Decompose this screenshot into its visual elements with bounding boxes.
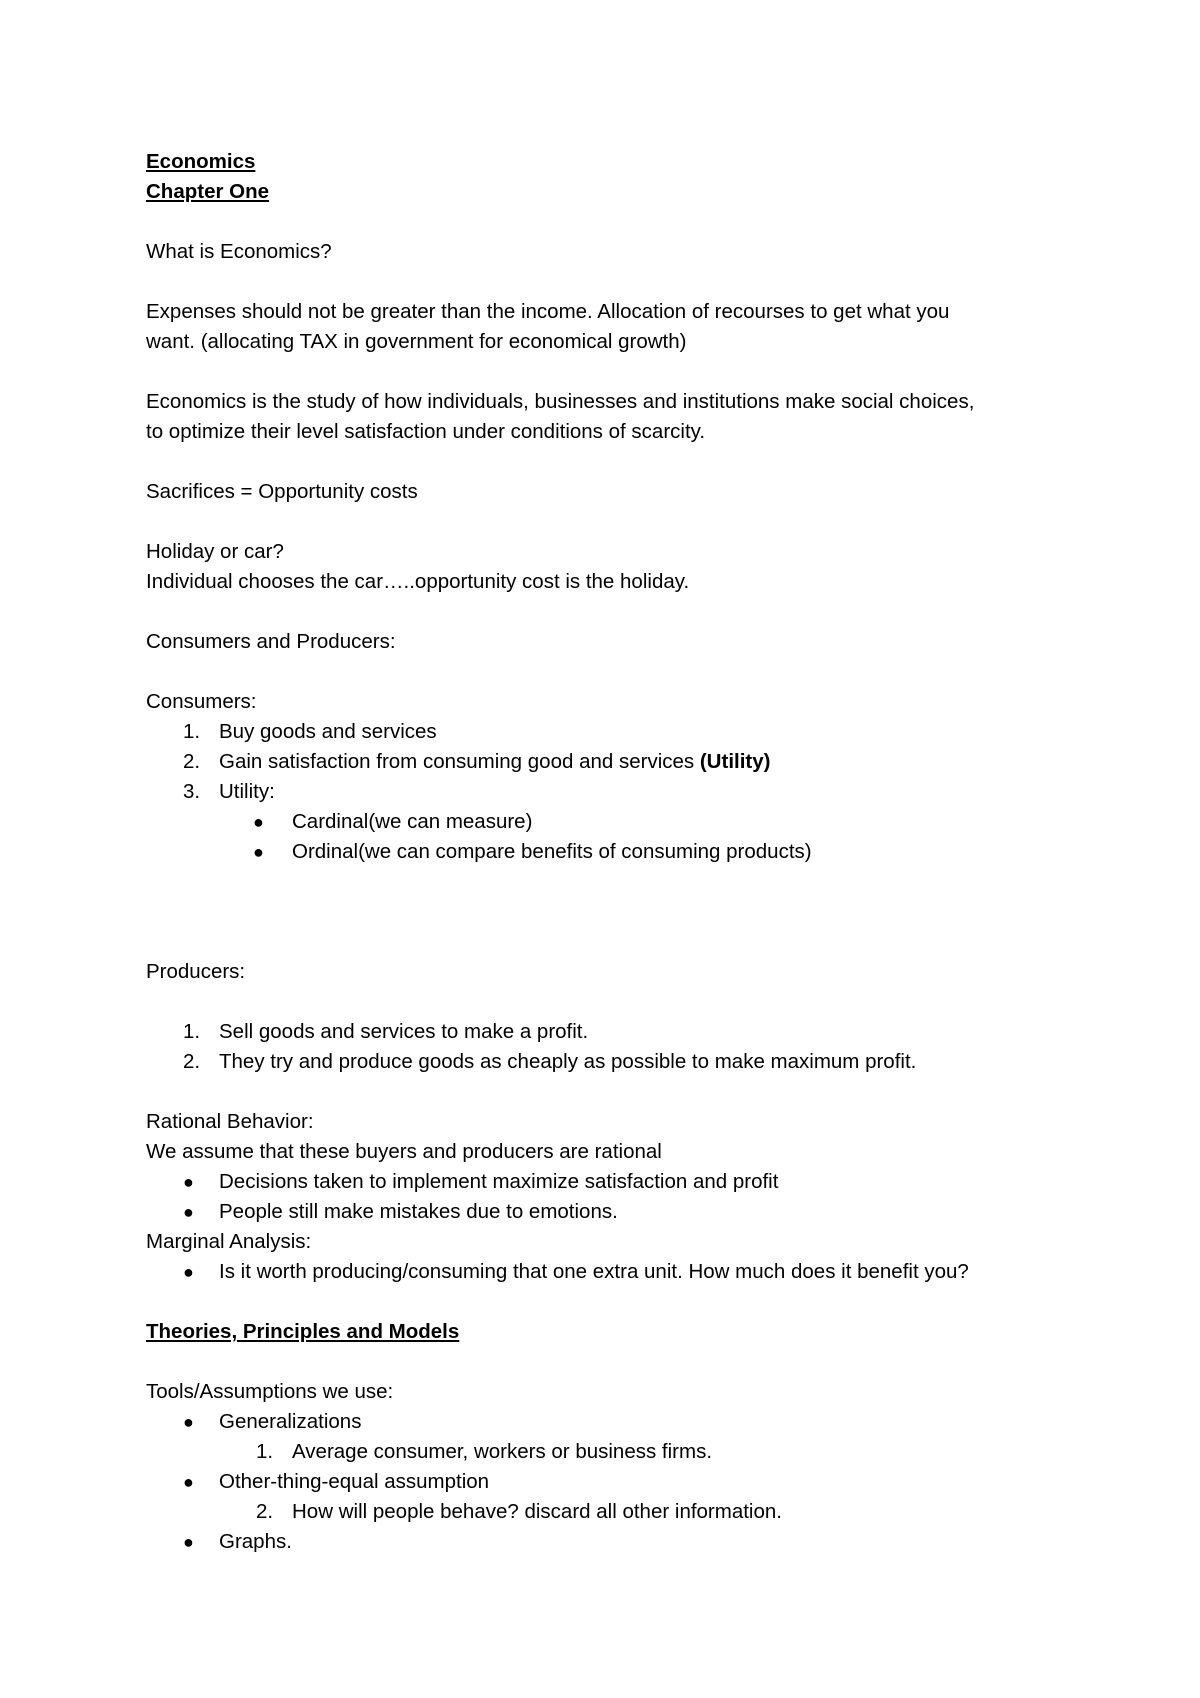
paragraph-1-line-1: Expenses should not be greater than the income. Allocation of recourses to get what you <box>146 300 950 323</box>
bullet-icon: ● <box>253 842 264 862</box>
tools-sub-2-number: 2. <box>256 1500 274 1523</box>
tools-heading: Tools/Assumptions we use: <box>146 1380 394 1403</box>
bullet-icon: ● <box>183 1172 194 1192</box>
utility-bullet-ordinal: Ordinal(we can compare benefits of consuming products) <box>292 840 812 863</box>
tools-sub-1-number: 1. <box>256 1440 274 1463</box>
consumers-item-2-text: Gain satisfaction from consuming good and services <box>219 750 695 773</box>
producers-item-1: Sell goods and services to make a profit. <box>219 1020 589 1043</box>
utility-bullet-cardinal: Cardinal(we can measure) <box>292 810 533 833</box>
consumers-producers-heading: Consumers and Producers: <box>146 630 396 653</box>
tools-bullet-generalizations: Generalizations <box>219 1410 362 1433</box>
consumers-item-3: Utility: <box>219 780 275 803</box>
producers-item-2-number: 2. <box>183 1050 201 1073</box>
bullet-icon: ● <box>183 1532 194 1552</box>
bullet-icon: ● <box>183 1202 194 1222</box>
tools-sub-1: Average consumer, workers or business firms. <box>292 1440 713 1463</box>
bullet-icon: ● <box>183 1262 194 1282</box>
bullet-icon: ● <box>183 1412 194 1432</box>
theories-heading: Theories, Principles and Models <box>146 1320 460 1343</box>
paragraph-2-line-2: to optimize their level satisfaction under conditions of scarcity. <box>146 420 706 443</box>
rational-behavior-heading: Rational Behavior: <box>146 1110 314 1133</box>
consumers-item-1: Buy goods and services <box>219 720 437 743</box>
consumers-item-3-number: 3. <box>183 780 201 803</box>
consumers-item-1-number: 1. <box>183 720 201 743</box>
tools-bullet-other-thing-equal: Other-thing-equal assumption <box>219 1470 490 1493</box>
tools-sub-2: How will people behave? discard all other information. <box>292 1500 782 1523</box>
utility-bold-term: (Utility) <box>699 750 771 773</box>
bullet-icon: ● <box>253 812 264 832</box>
producers-heading: Producers: <box>146 960 246 983</box>
tools-bullet-graphs: Graphs. <box>219 1530 292 1553</box>
consumers-item-2 <box>219 752 770 773</box>
consumers-item-2-number: 2. <box>183 750 201 773</box>
paragraph-2-line-1: Economics is the study of how individuals, businesses and institutions make social choices, <box>146 390 975 413</box>
chapter-heading: Chapter One <box>146 180 270 203</box>
question-what-is-economics: What is Economics? <box>146 240 332 263</box>
bullet-icon: ● <box>183 1472 194 1492</box>
rational-bullet-2: People still make mistakes due to emotions. <box>219 1200 618 1223</box>
holiday-answer: Individual chooses the car…..opportunity cost is the holiday. <box>146 570 690 593</box>
doc-title: Economics <box>146 150 256 173</box>
rational-bullet-1: Decisions taken to implement maximize satisfaction and profit <box>219 1170 779 1193</box>
consumers-heading: Consumers: <box>146 690 257 713</box>
sacrifices-line: Sacrifices = Opportunity costs <box>146 480 418 503</box>
paragraph-1-line-2: want. (allocating TAX in government for economical growth) <box>146 330 687 353</box>
marginal-bullet-1: Is it worth producing/consuming that one extra unit. How much does it benefit you? <box>219 1260 969 1283</box>
producers-item-1-number: 1. <box>183 1020 201 1043</box>
rational-behavior-intro: We assume that these buyers and producers are rational <box>146 1140 662 1163</box>
holiday-question: Holiday or car? <box>146 540 284 563</box>
producers-item-2: They try and produce goods as cheaply as possible to make maximum profit. <box>219 1050 917 1073</box>
marginal-analysis-heading: Marginal Analysis: <box>146 1230 312 1253</box>
